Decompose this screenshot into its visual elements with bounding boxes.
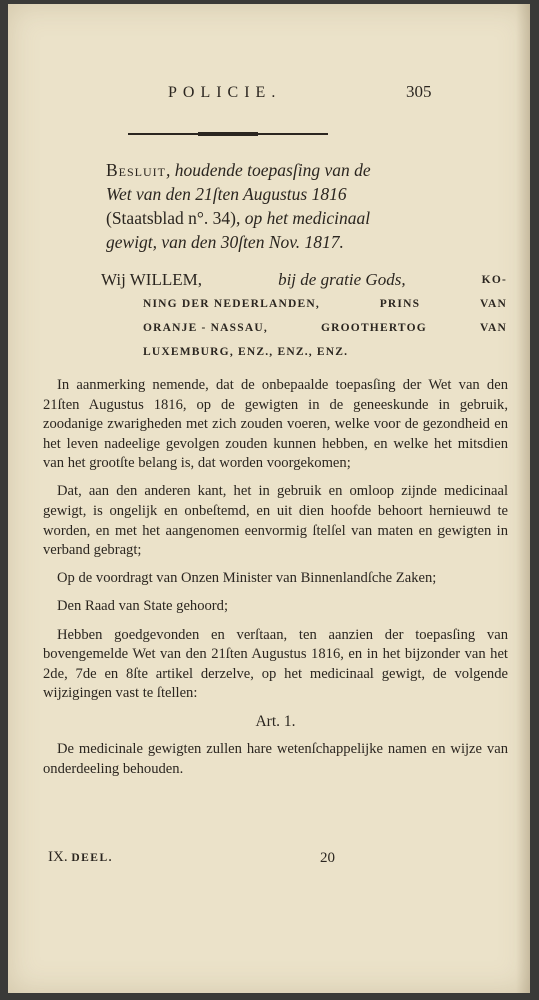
preamble-line-1 [101, 268, 507, 292]
preamble-line-3-a: ORANJE - NASSAU, [143, 322, 268, 334]
decree-title [106, 158, 506, 254]
paragraph-decision: Hebben goedgevonden en verſtaan, ten aanzien der toepasſing van bovengemelde Wet van den 21ſten Augustus 1816, en in het bijzonder van het 2de, 7de en 8ſte artikel derzelve, op het medicinaal gewigt, de volgende wijzigingen vast te ſtellen: [43, 626, 508, 702]
preamble-line-2-c: VAN [479, 298, 507, 310]
article-text: De medicinale gewigten zullen hare wetenſchappelijke namen en wijze van onderdeeling behouden. [43, 741, 508, 777]
preamble-line-2 [101, 292, 507, 316]
paragraph-council: Den Raad van State gehoord; [57, 598, 229, 615]
paragraph-consideration: In aanmerking nemende, dat de onbepaalde toepasſing der Wet van den 21ſten Augustus 1816, op de gewigten in de geneeskunde in gebruik, zoodanige zwarigheden met zich zouden voeren, welke voor de gezondheid en het leven nadeelige gevolgen zouden kunnen hebben, en welke het mitsdien van het grootſte belang is, dat worden voorgekomen; [43, 377, 508, 472]
article-heading: Art. 1. [255, 713, 296, 731]
page-number: 305 [406, 82, 432, 101]
preamble-line-3 [101, 316, 507, 340]
running-head: POLICIE. [168, 84, 282, 101]
royal-preamble [101, 268, 507, 364]
preamble-line-3-b: GROOTHERTOG [321, 322, 427, 334]
page-edge-shadow [516, 4, 530, 993]
decree-title-line-1: , houdende toepasſing van de [166, 160, 371, 180]
decree-body [43, 376, 508, 788]
decree-title-line-4: gewigt, van den 30ſten Nov. 1817. [106, 232, 344, 252]
ornamental-rule-center [198, 132, 258, 136]
preamble-wij: Wij WILLEM, [101, 270, 202, 289]
decree-title-line-3b: op het medicinaal [240, 208, 371, 228]
decree-title-line-3a: (Staatsblad n°. 34), [106, 208, 241, 228]
preamble-line-2-b: PRINS [379, 298, 421, 310]
paragraph-proposal: Op de voordragt van Onzen Minister van Binnenlandſche Zaken; [57, 570, 437, 587]
book-page [8, 4, 530, 993]
signature-number: 20 [320, 850, 335, 866]
volume-deel: DEEL. [71, 852, 114, 864]
paragraph-other-side: Dat, aan den anderen kant, het in gebruik en omloop zijnde medicinaal gewigt, is ongelijk en onbeſtemd, en uit dien hoofde behoort hernieuwd te worden, en met het aangenomen eenvormig ſtelſel van maten en gewigten in verband gebragt; [43, 483, 508, 559]
preamble-line-3-c: VAN [479, 322, 507, 334]
preamble-ko: KO- [481, 274, 507, 286]
preamble-gratie: bij de gratie Gods, [278, 270, 406, 289]
decree-title-lead: Besluit [106, 160, 166, 180]
volume-signature [48, 849, 113, 866]
preamble-line-4: LUXEMBURG, ENZ., ENZ., ENZ. [143, 346, 349, 358]
preamble-line-2-a: NING DER NEDERLANDEN, [143, 298, 320, 310]
decree-title-line-2: Wet van den 21ſten Augustus 1816 [106, 184, 347, 204]
volume-number: IX. [48, 849, 68, 865]
